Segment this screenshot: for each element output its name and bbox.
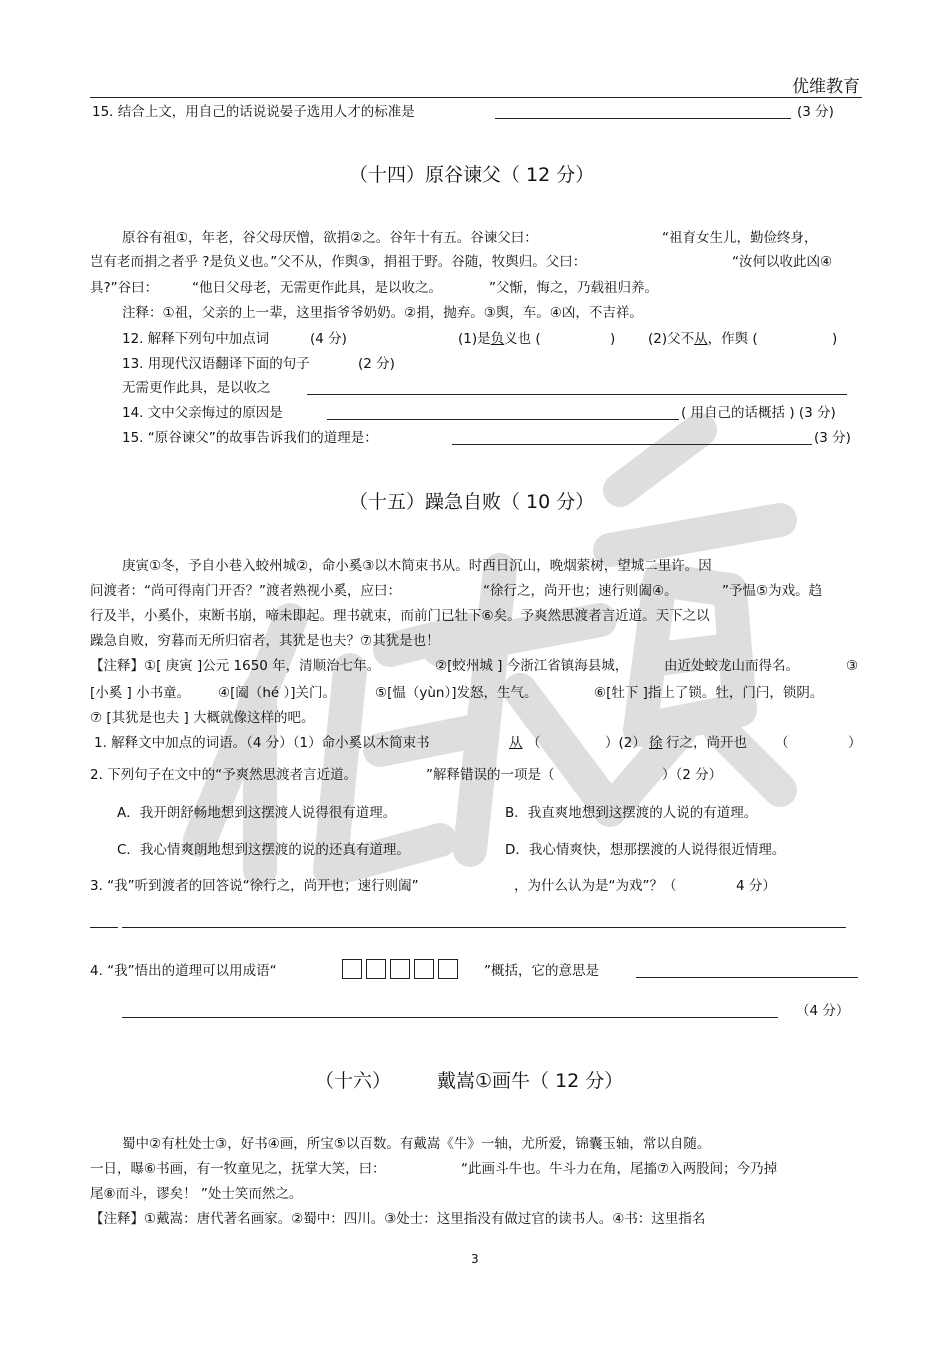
s15-q4-idiom-boxes: [342, 958, 462, 979]
s13-q15-answer-line: [495, 118, 791, 119]
s15-note2d: ⑥[牡下 ]指上了锁。牡，门闩，锁阴。: [594, 685, 824, 701]
s15-q3-answer-line: [122, 927, 846, 928]
s15-p4: 躁急自败，穷暮而无所归宿者，其犹是也夫？⑦其犹是也！: [90, 633, 440, 649]
s15-option-b: B．我直爽地想到这摆渡的人说的有道理。: [505, 805, 758, 821]
s15-q4-answer-line-2: [122, 1017, 778, 1018]
s15-q4-score: （4 分）: [796, 1003, 850, 1019]
s15-note1d: ③: [846, 658, 859, 674]
s15-q1b: 从: [509, 735, 523, 751]
header-brand: 优维教育: [792, 77, 860, 97]
s16-title-number: （十六）: [315, 1070, 392, 1092]
s15-note2b: ④[阖（hé ）]关门。: [218, 685, 337, 701]
s16-p3: 尾⑧而斗，谬矣！ ”处士笑而然之。: [90, 1186, 303, 1202]
s14-q12-a1: (1)是: [458, 331, 491, 347]
s15-q1d: ）(2）: [605, 735, 646, 751]
s14-q13-answer-line: [307, 394, 847, 395]
s13-q15: 15. 结合上文，用自己的话说说晏子选用人才的标准是: [92, 104, 415, 120]
s14-q12-score: (4 分): [310, 331, 347, 347]
s16-p1: 蜀中②有杜处士③，好书④画，所宝⑤以百数。有戴嵩《牛》一轴，尤所爱，锦囊玉轴，常以自随。: [122, 1136, 711, 1152]
s14-q14: 14. 文中父亲悔过的原因是: [122, 405, 283, 421]
s15-p2a: 问渡者：“尚可得南门开否？”渡者熟视小奚，应曰：: [90, 583, 401, 599]
s15-q3a: 3. “我”听到渡者的回答说“徐行之，尚开也；速行则阖”: [90, 878, 419, 894]
s14-q12-a4: ): [610, 331, 616, 347]
s14-p2b: “汝何以收此凶④: [732, 254, 833, 270]
s15-q4b: ”概括，它的意思是: [484, 963, 599, 979]
s14-q12-a2: 负: [490, 331, 505, 347]
s14-q12-b4: ): [832, 331, 838, 347]
s14-q14-tail: ( 用自己的话概括 ) (3 分): [681, 405, 836, 421]
s16-p2b: “此画斗牛也。牛斗力在角，尾搐⑦入两股间；今乃掉: [461, 1161, 778, 1177]
s13-q15-score: (3 分): [797, 104, 834, 120]
s14-q15-answer-line: [452, 444, 812, 445]
s14-note: 注释：①祖，父亲的上一辈，这里指爷爷奶奶。②捐，抛弃。③舆，车。④凶，不吉祥。: [122, 305, 643, 321]
idiom-box-2[interactable]: [366, 959, 386, 979]
page-number: 3: [471, 1252, 479, 1266]
s14-title: （十四）原谷谏父（ 12 分）: [349, 164, 595, 186]
header-rule: [90, 97, 862, 98]
s14-q12-item2: [648, 330, 758, 348]
s15-q1c: （: [527, 735, 541, 751]
s15-p3: 行及半，小奚仆，束断书崩，啼未即起。理书就束，而前门已牡下⑥矣。予爽然思渡者言近道。天下之以: [90, 608, 710, 624]
s15-note1a: 【注释】①[ 庚寅 ]公元 1650 年，清顺治七年。: [90, 658, 381, 674]
s14-q12-item1: [458, 330, 541, 348]
s15-title: （十五）躁急自败（ 10 分）: [349, 491, 595, 513]
s15-q3-answer-line-short: [90, 927, 118, 928]
s15-q1a: 1. 解释文中加点的词语。（4 分）（1）命小奚以木简束书: [94, 735, 430, 751]
s15-note2c: ⑤[愠（yùn）]发怒，生气。: [375, 685, 538, 701]
s15-option-a: A．我开朗舒畅地想到这摆渡人说得很有道理。: [117, 805, 397, 821]
s14-p1a: 原谷有祖①，年老，谷父母厌憎，欲捐②之。谷年十有五。谷谏父曰：: [122, 230, 538, 246]
s14-p3b: “他日父母老，无需更作此具，是以收之。: [192, 280, 442, 296]
s15-note1c: 由近处蛟龙山而得名。: [664, 658, 799, 674]
s15-q1e: 徐: [649, 735, 663, 751]
s14-p1b: “祖育女生儿，勤俭终身，: [662, 230, 818, 246]
s15-q2c: ）（2 分）: [662, 767, 723, 783]
s15-note2a: [小奚 ] 小书童。: [90, 685, 191, 701]
s14-q12: 12. 解释下列句中加点词: [122, 331, 270, 347]
s15-q2b: ”解释错误的一项是（: [426, 767, 555, 783]
s15-q3b: ，为什么认为是“为戏”？（: [514, 878, 677, 894]
s15-q4a: 4. “我”悟出的道理可以用成语“: [90, 963, 277, 979]
s14-q15: 15. “原谷谏父”的故事告诉我们的道理是：: [122, 430, 378, 446]
s14-q12-a3: 义也 (: [504, 331, 541, 347]
idiom-box-1[interactable]: [342, 959, 362, 979]
s15-p2c: ”予愠⑤为戏。趋: [722, 583, 823, 599]
s14-p3a: 具?”谷曰：: [90, 280, 159, 296]
s15-q1f: 行之，尚开也: [666, 735, 747, 751]
s14-q14-answer-line: [327, 419, 679, 420]
s14-q12-b3: ，作舆 (: [707, 331, 758, 347]
s15-q4-answer-line-1: [636, 977, 858, 978]
s16-p2a: 一日，曝⑥书画，有一牧童见之，抚掌大笑，曰：: [90, 1161, 386, 1177]
s15-option-d: D．我心情爽快，想那摆渡的人说得很近情理。: [505, 842, 786, 858]
s15-p1: 庚寅①冬，予自小巷入蛟州城②，命小奚③以木简束书从。时西日沉山，晚烟萦树，望城二里许。因: [122, 558, 712, 574]
s14-q15-score: (3 分): [814, 430, 851, 446]
idiom-box-3[interactable]: [390, 959, 410, 979]
s15-option-c: C．我心情爽朗地想到这摆渡的说的还真有道理。: [117, 842, 410, 858]
s14-p3c: ”父惭，悔之，乃载祖归养。: [489, 280, 658, 296]
s15-note1b: ②[蛟州城 ] 今浙江省镇海县城，: [435, 658, 629, 674]
s14-q13: 13. 用现代汉语翻译下面的句子: [122, 356, 310, 372]
s14-p2a: 岂有老而捐之者乎 ?是负义也。”父不从，作舆③，捐祖于野。谷随，牧舆归。父曰：: [90, 254, 587, 270]
s14-q13-score: (2 分): [358, 356, 395, 372]
s15-q3c: 4 分）: [736, 878, 776, 894]
idiom-box-4[interactable]: [414, 959, 434, 979]
s15-q2a: 2. 下列句子在文中的“予爽然思渡者言近道。: [90, 767, 358, 783]
s15-q1g: （: [775, 735, 789, 751]
s14-q13-sentence: 无需更作此具，是以收之: [122, 380, 271, 396]
s16-note: 【注释】①戴嵩：唐代著名画家。②蜀中：四川。③处士：这里指没有做过官的读书人。④书：这里指名: [90, 1211, 706, 1227]
s15-note3: ⑦ [其犹是也夫 ] 大概就像这样的吧。: [90, 710, 315, 726]
s14-q12-b1: (2)父不: [648, 331, 695, 347]
s14-q12-b2: 从: [694, 331, 708, 347]
s15-p2b: “徐行之，尚开也；速行则阖④。: [483, 583, 678, 599]
idiom-box-5[interactable]: [438, 959, 458, 979]
s15-q1h: ）: [848, 735, 862, 751]
s16-title: 戴嵩①画牛（ 12 分）: [437, 1070, 624, 1092]
